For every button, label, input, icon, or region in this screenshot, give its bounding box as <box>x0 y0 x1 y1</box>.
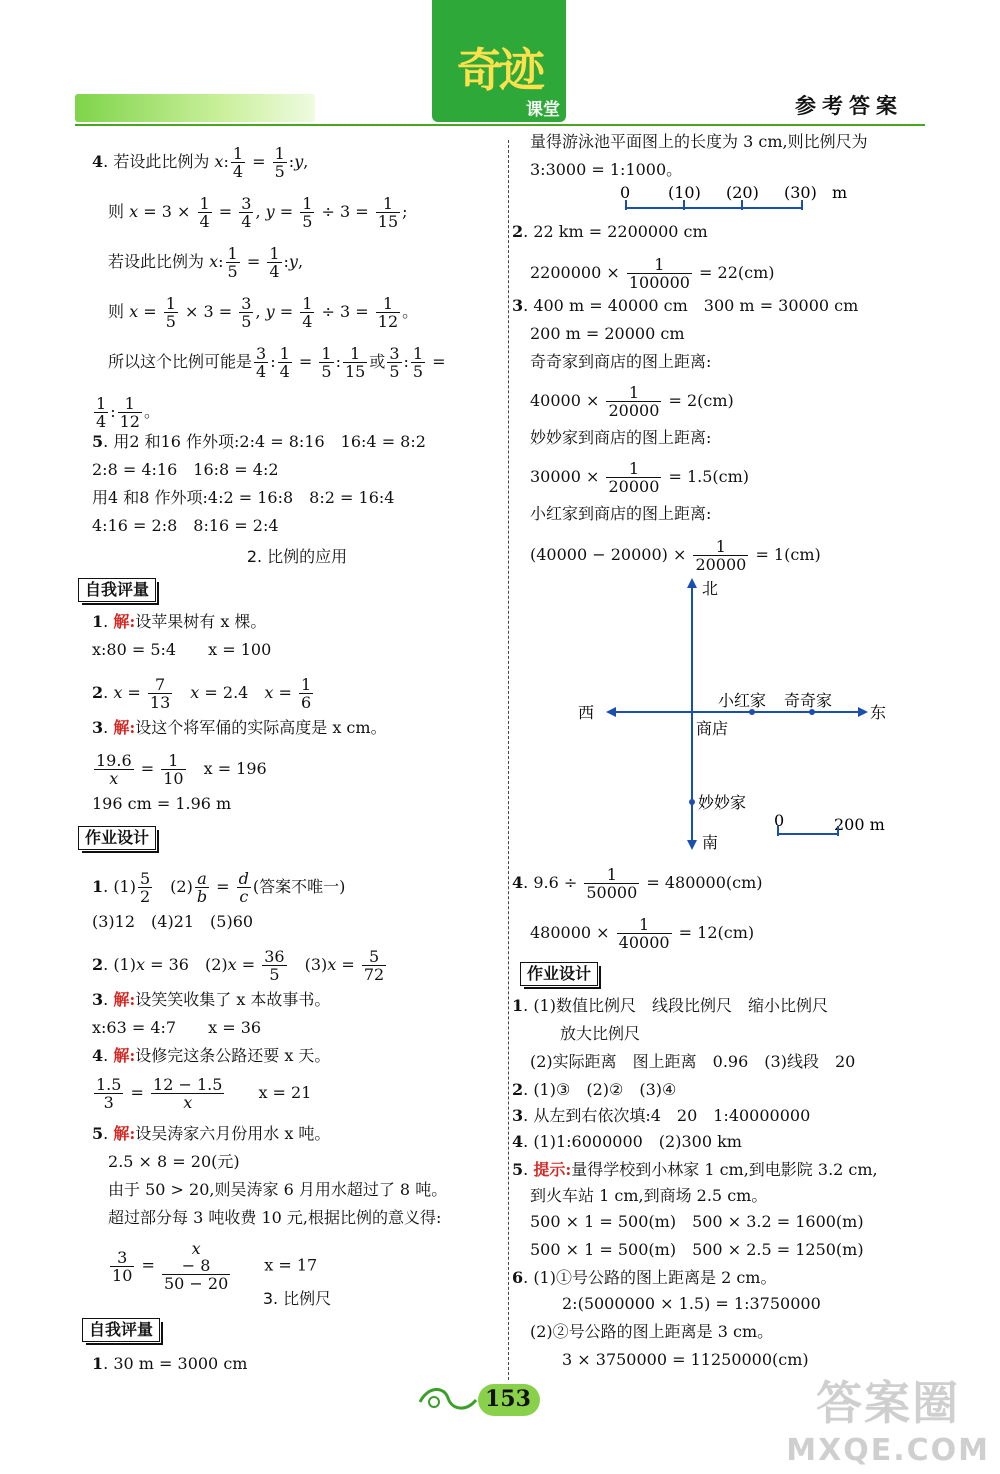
footer-swirl-icon <box>414 1380 484 1420</box>
s1-line2: x:80 = 5:4 x = 100 <box>92 640 272 659</box>
q4-line3: 若设此比例为 x: $\frac{1}{5}$ = $\frac{1}{4}$ :y, <box>108 244 304 281</box>
r-line2: 3:3000 = 1:1000。 <box>530 160 683 179</box>
scale-tick-label: (10) <box>668 184 701 202</box>
watermark <box>786 1367 990 1468</box>
section-label: 参考答案 <box>795 94 903 118</box>
q5-line2: 2:8 = 4:16 16:8 = 4:2 <box>92 460 279 479</box>
r-q3e: 小红家到商店的图上距离: <box>530 504 712 523</box>
rh6d: 3 × 3750000 = 11250000(cm) <box>562 1350 809 1369</box>
box-homework-right: 作业设计 <box>520 962 598 986</box>
r-q2: 2. 22 km = 2200000 cm <box>512 222 708 241</box>
scale-unit: m <box>832 184 848 202</box>
section-title-2: 2. 比例的应用 <box>246 547 348 566</box>
h5-line3: 由于 50 > 20,则吴涛家 6 月用水超过了 8 吨。 <box>108 1180 448 1199</box>
rh3: 3. 从左到右依次填:4 20 1:40000000 <box>512 1106 811 1125</box>
map-west: 西 <box>578 703 595 722</box>
box-self-eval-3: 自我评量 <box>82 1318 160 1342</box>
map-qiqi: 奇奇家 <box>784 691 833 710</box>
s3-1: 1. 30 m = 3000 cm <box>92 1354 248 1373</box>
map-xiaohong: 小红家 <box>718 691 767 710</box>
rh4: 4. (1)1:6000000 (2)300 km <box>512 1132 742 1151</box>
r-line1: 量得游泳池平面图上的长度为 3 cm,则比例尺为 <box>530 132 868 151</box>
box-homework: 作业设计 <box>78 826 156 850</box>
q5-line3: 用4 和8 作外项:4:2 = 16:8 8:2 = 16:4 <box>92 488 395 507</box>
h4-line1: 4. 解:设修完这条公路还要 x 天。 <box>92 1046 331 1065</box>
map-scale-zero: 0 <box>774 811 785 830</box>
s2-line: 2. x = $\frac{7}{13}$ x = 2.4 x = $\frac{1}{6}$ <box>92 675 312 712</box>
rh5d: 500 × 1 = 500(m) 500 × 2.5 = 1250(m) <box>530 1240 864 1259</box>
q4-line5: 所以这个比例可能是 $\frac{3}{4}$ : $\frac{1}{4}$ = $\frac{1}{5}$ : $\frac{1}{15}$ 或 $\frac{3}{5}$ : $\frac{1}{5}$ = <box>108 344 446 381</box>
direction-map <box>572 576 932 856</box>
r-q3c: 奇奇家到商店的图上距离: <box>530 352 712 371</box>
r-q3a: 3. 400 m = 40000 cm 300 m = 30000 cm <box>512 296 859 315</box>
r-q2b: 2200000 × $\frac{1}{100000}$ = 22(cm) <box>530 255 775 292</box>
left-column <box>85 0 502 1380</box>
scale-tick-label: 0 <box>620 184 631 202</box>
rh1c: (2)实际距离 图上距离 0.96 (3)线段 20 <box>530 1052 856 1071</box>
r-q3d-eq: 30000 × $\frac{1}{20000}$ = 1.5(cm) <box>530 459 750 496</box>
s3-line3: 196 cm = 1.96 m <box>92 794 232 813</box>
right-column <box>512 0 932 1380</box>
h3-line2: x:63 = 4:7 x = 36 <box>92 1018 262 1037</box>
rh5b: 到火车站 1 cm,到商场 2.5 cm。 <box>530 1186 768 1205</box>
r-q3c-eq: 40000 × $\frac{1}{20000}$ = 2(cm) <box>530 383 734 420</box>
rh5a: 5. 提示:量得学校到小林家 1 cm,到电影院 3.2 cm, <box>512 1160 878 1179</box>
q4-line1: 4. 若设此比例为 x: $\frac{1}{4}$ = $\frac{1}{5}$ :y, <box>92 144 309 181</box>
s1-line1: 1. 解:设苹果树有 x 棵。 <box>92 612 267 631</box>
h5-line5: $\frac{3}{10}$ = x − 8 50 − 20 x = 17 <box>112 1239 318 1293</box>
rh1a: 1. (1)数值比例尺 线段比例尺 缩小比例尺 <box>512 996 828 1015</box>
q4-line6: $\frac{1}{4}$ : $\frac{1}{12}$ 。 <box>96 394 160 431</box>
q5-line1: 5. 用2 和16 作外项:2:4 = 8:16 16:4 = 8:2 <box>92 432 426 451</box>
watermark-line1: 答案圈 <box>816 1376 961 1430</box>
section-title-3: 3. 比例尺 <box>262 1289 332 1308</box>
line-scale-diagram <box>612 184 852 216</box>
scale-tick-label: (20) <box>726 184 759 202</box>
map-scale-length: 200 m <box>834 815 885 834</box>
map-miaomiao: 妙妙家 <box>698 793 747 812</box>
h5-line1: 5. 解:设吴涛家六月份用水 x 吨。 <box>92 1124 331 1143</box>
scale-tick-label: (30) <box>784 184 817 202</box>
r-q4-eq1: 4. 9.6 ÷ $\frac{1}{50000}$ = 480000(cm) <box>512 865 763 902</box>
map-north: 北 <box>702 579 719 598</box>
h1-line2: (3)12 (4)21 (5)60 <box>92 912 254 931</box>
h5-line4: 超过部分每 3 吨收费 10 元,根据比例的意义得: <box>108 1208 442 1227</box>
box-self-eval: 自我评量 <box>78 578 156 602</box>
page-number: 153 <box>485 1386 531 1412</box>
q4-line2: 则 x = 3 × $\frac{1}{4}$ = $\frac{3}{4}$ , y = $\frac{1}{5}$ ÷ 3 = $\frac{1}{15}$ ; <box>108 194 408 231</box>
column-divider <box>508 140 509 1380</box>
q5-line4: 4:16 = 2:8 8:16 = 2:4 <box>92 516 279 535</box>
s3-line2: $\frac{19.6}{x}$ = $\frac{1}{10}$ x = 196 <box>96 751 267 788</box>
rh6c: (2)②号公路的图上距离是 3 cm。 <box>530 1322 774 1341</box>
s3-line1: 3. 解:设这个将军俑的实际高度是 x cm。 <box>92 718 387 737</box>
r-q3b: 200 m = 20000 cm <box>530 324 685 343</box>
rh1b: 放大比例尺 <box>560 1024 641 1043</box>
brand-sub: 课堂 <box>526 100 560 120</box>
h5-line2: 2.5 × 8 = 20(元) <box>108 1152 240 1171</box>
watermark-line2: MXQE.COM <box>786 1433 990 1468</box>
q4-line4: 则 x = $\frac{1}{5}$ × 3 = $\frac{3}{5}$ , y = $\frac{1}{4}$ ÷ 3 = $\frac{1}{12}$ 。 <box>108 294 419 331</box>
rh6b: 2:(5000000 × 1.5) = 1:3750000 <box>562 1294 821 1313</box>
r-q3d: 妙妙家到商店的图上距离: <box>530 428 712 447</box>
map-east: 东 <box>870 703 887 722</box>
h2-line: 2. (1)x = 36 (2)x = $\frac{36}{5}$ (3)x = $\frac{5}{72}$ <box>92 947 385 984</box>
rh6a: 6. (1)①号公路的图上距离是 2 cm。 <box>512 1268 777 1287</box>
r-q3e-eq: (40000 − 20000) × $\frac{1}{20000}$ = 1(cm) <box>530 537 821 574</box>
rh2: 2. (1)③ (2)② (3)④ <box>512 1080 677 1099</box>
map-store: 商店 <box>696 719 729 738</box>
rh5c: 500 × 1 = 500(m) 500 × 3.2 = 1600(m) <box>530 1212 864 1231</box>
h1-line1: 1. (1) $\frac{5}{2}$ (2) $\frac{a}{b}$ = $\frac{d}{c}$ (答案不唯一) <box>92 869 346 906</box>
r-q4-eq2: 480000 × $\frac{1}{40000}$ = 12(cm) <box>530 915 755 952</box>
map-south: 南 <box>702 833 719 852</box>
h4-line2: $\frac{1.5}{3}$ = $\frac{12 - 1.5}{x}$ x = 21 <box>96 1075 312 1112</box>
brand-main: 奇迹 <box>457 43 541 97</box>
h3-line1: 3. 解:设笑笑收集了 x 本故事书。 <box>92 990 331 1009</box>
